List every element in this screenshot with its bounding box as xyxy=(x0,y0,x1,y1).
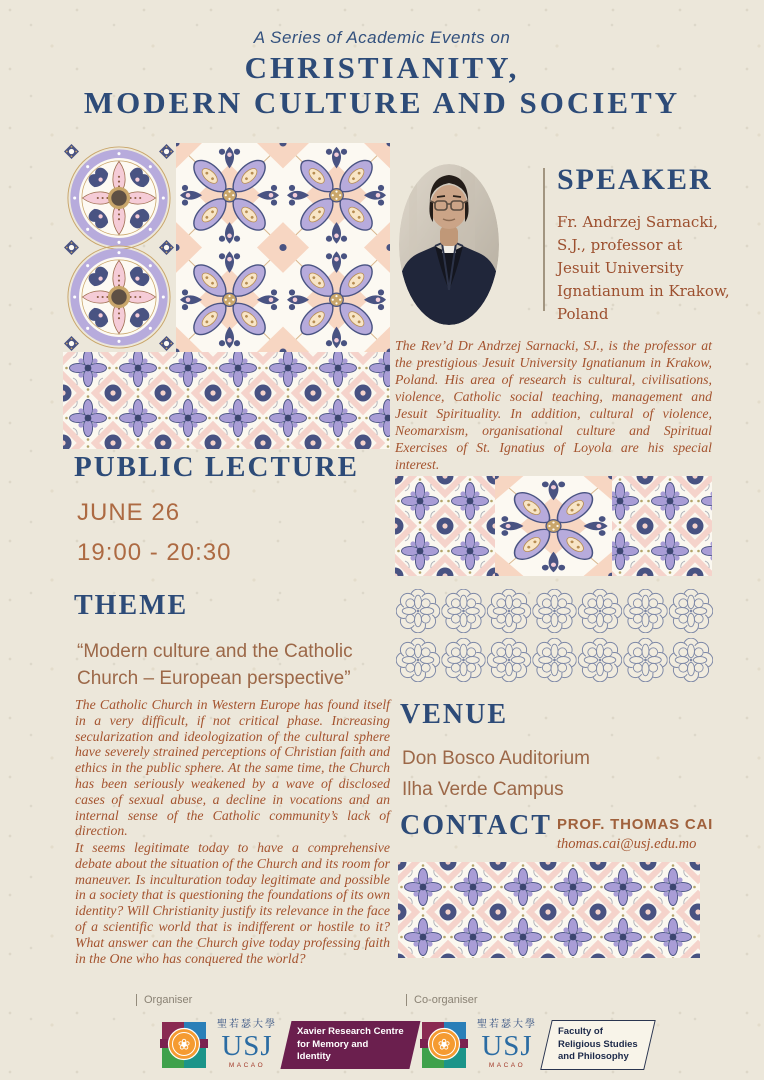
venue-line: Ilha Verde Campus xyxy=(402,779,564,800)
azulejo-tile-block xyxy=(63,143,390,449)
venue-heading: VENUE xyxy=(400,699,509,730)
speaker-desc-line: Poland xyxy=(557,305,609,323)
xavier-badge-line: Identity xyxy=(297,1051,331,1063)
theme-quote: “Modern culture and the Catholic Church – European perspective” xyxy=(77,641,353,689)
usj-crest-logo xyxy=(160,1022,208,1068)
lecture-heading: PUBLIC LECTURE xyxy=(74,451,360,483)
rosette-ornament-rows xyxy=(396,588,713,684)
coorganiser-block xyxy=(406,994,650,1070)
tile-border-band-bottom xyxy=(398,862,700,958)
contact-heading: CONTACT xyxy=(400,810,552,841)
faculty-badge-line: and Philosophy xyxy=(558,1051,629,1063)
theme-paragraph-1: The Catholic Church in Western Europe has found itself in a very difficult, if not critical phase. Increasing secularization and ideologization of the cultural sphere have severely strained perceptions of Christian faith and ethics in the public sphere. At the same time, the Church has been seriously weakened by a wave of disclosed cases of sexual abuse, a decline in vocations and an internal sense of the Catholic community’s lack of direction. xyxy=(75,697,390,839)
speaker-description xyxy=(557,211,742,326)
usj-city: MACAO xyxy=(228,1062,266,1069)
faculty-badge-line: Faculty of xyxy=(558,1026,603,1037)
xavier-centre-badge xyxy=(281,1021,421,1069)
xavier-badge-line: Xavier Research Centre xyxy=(297,1025,404,1037)
faculty-badge-line: Religious Studies xyxy=(558,1038,638,1050)
contact-email: thomas.cai@usj.edu.mo xyxy=(557,836,697,852)
usj-abbreviation: USJ xyxy=(221,1030,273,1062)
usj-abbreviation: USJ xyxy=(481,1030,533,1063)
speaker-heading: SPEAKER xyxy=(557,163,713,196)
usj-crest-logo xyxy=(420,1022,468,1068)
usj-wordmark xyxy=(217,1020,277,1070)
theme-paragraph-2: It seems legitimate today to have a comprehensive debate about the situation of the Church and its room for maneuver. Is inculturation today legitimate and possible in a society that is questioning the foundations of its own identity? Will Christianity justify its relevance in the face of a scientific world that is indifferent or hostile to it? What answer can the Church give today professing faith in the One who has conquered the world? xyxy=(75,840,390,966)
speaker-desc-line: Jesuit University xyxy=(557,259,684,277)
venue-address xyxy=(402,743,590,805)
lecture-date: JUNE 26 xyxy=(77,499,181,526)
coorganiser-label: Co-organiser xyxy=(406,994,650,1006)
lecture-time: 19:00 - 20:30 xyxy=(77,539,232,566)
usj-wordmark xyxy=(477,1020,537,1070)
theme-heading: THEME xyxy=(74,590,189,621)
tile-border-band-top xyxy=(395,476,712,576)
speaker-photo xyxy=(399,164,499,325)
speaker-bio: The Rev’d Dr Andrzej Sarnacki, SJ., is the professor at the prestigious Jesuit University Ignatianum in Krakow, Poland. His area of research is cultural, civilisations, violence, Catholic social teaching, management and Jesuit Spirituality. In addition, cultural of violence, Neomarxism, organisational culture and Spiritual Exercises of St. Ignatius of Loyola are his special interest. xyxy=(395,338,712,472)
speaker-desc-line: Ignatianum in Krakow, xyxy=(557,282,730,300)
speaker-desc-line: S.J., professor at xyxy=(557,236,683,254)
contact-name: PROF. THOMAS CAI xyxy=(557,816,714,833)
speaker-divider xyxy=(543,168,545,311)
usj-city: MACAO xyxy=(488,1062,526,1070)
organiser-block xyxy=(136,994,415,1070)
faculty-badge xyxy=(540,1020,655,1070)
poster-title-line1: CHRISTIANITY, xyxy=(244,50,520,85)
organiser-label: Organiser xyxy=(136,994,415,1006)
xavier-badge-line: for Memory and xyxy=(297,1038,369,1050)
speaker-desc-line: Fr. Andrzej Sarnacki, xyxy=(557,213,718,231)
usj-chinese-name: 聖若瑟大學 xyxy=(217,1019,277,1030)
venue-line: Don Bosco Auditorium xyxy=(402,748,590,769)
usj-chinese-name: 聖若瑟大學 xyxy=(477,1019,537,1031)
series-subtitle: A Series of Academic Events on xyxy=(253,28,511,47)
poster-title-line2: MODERN CULTURE AND SOCIETY xyxy=(83,85,681,120)
